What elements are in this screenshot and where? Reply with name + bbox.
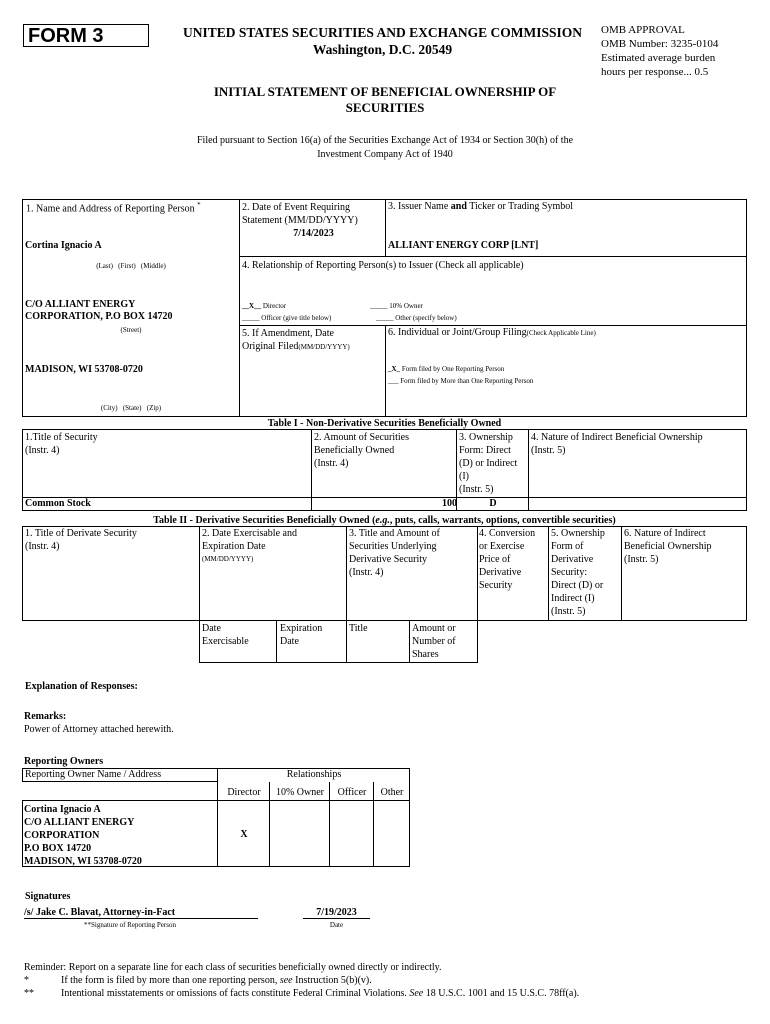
header-line: Securities Underlying (349, 541, 437, 552)
box3-label (388, 201, 573, 212)
omb-line: Estimated average burden (601, 52, 716, 64)
form-label: FORM 3 (23, 24, 149, 47)
table1-header-ownership (459, 431, 517, 496)
box1-label (26, 201, 201, 214)
owner-name-header: Reporting Owner Name / Address (25, 769, 162, 780)
box6-label-text: 6. Individual or Joint/Group Filing (388, 327, 527, 338)
header-line: Security (479, 580, 513, 591)
subheader-title (349, 622, 368, 635)
filed-more-mark: ___ (388, 377, 399, 385)
box1-label-text: 1. Name and Address of Reporting Person (26, 203, 195, 215)
header-line: Amount or (412, 623, 456, 634)
reporting-owners-label: Reporting Owners (24, 756, 104, 767)
table2-header-dates (202, 527, 297, 566)
header-line: 4. Nature of Indirect Beneficial Ownership (531, 432, 703, 443)
officer-checkbox[interactable] (242, 314, 331, 322)
street-line-1: C/O ALLIANT ENERGY (25, 299, 136, 310)
header-line: (Instr. 5) (551, 606, 586, 617)
header-line: (Instr. 4) (349, 567, 384, 578)
table2-header-conversion (479, 527, 535, 592)
owner-address (24, 803, 142, 868)
header-line: Form of (551, 541, 584, 552)
agency-heading (170, 24, 595, 58)
footnote-2-pre: Intentional misstatements or omissions of facts constitute Federal Criminal Violations. (61, 988, 410, 999)
header-line: Indirect (I) (551, 593, 595, 604)
header-line: (D) or Indirect (459, 458, 518, 469)
form-title-line: SECURITIES (345, 100, 425, 115)
footnote-1-pre: If the form is filed by more than one reporting person, (61, 975, 280, 986)
signature-value: /s/ Jake C. Blavat, Attorney-in-Fact (24, 907, 176, 918)
remarks-text: Power of Attorney attached herewith. (24, 724, 174, 735)
footnote-2-mark: ** (24, 988, 34, 999)
footnote-2-post: 18 U.S.C. 1001 and 15 U.S.C. 78ff(a). (423, 988, 580, 999)
header-line: 6. Nature of Indirect (624, 528, 706, 539)
box5-label-suffix: (MM/DD/YYYY) (298, 343, 350, 351)
box5-label-line: Original Filed (242, 341, 299, 352)
header-line: Expiration (280, 623, 323, 634)
box6-label (388, 327, 596, 338)
header-line: Date (280, 636, 299, 647)
table2-header-title (25, 527, 137, 553)
box4-label: 4. Relationship of Reporting Person(s) to Issuer (Check all applicable) (242, 260, 524, 271)
table2-title-pre: Table II - Derivative Securities Beneficially Owned ( (153, 515, 376, 526)
officer-mark: _____ (242, 314, 260, 322)
header-line: 1.Title of Security (25, 432, 98, 443)
owner-line: P.O BOX 14720 (24, 843, 92, 854)
header-line: Derivative Security (349, 554, 428, 565)
issuer-name: ALLIANT ENERGY CORP [LNT] (388, 240, 539, 251)
explanation-label: Explanation of Responses: (25, 681, 138, 692)
date-caption: Date (329, 921, 344, 929)
relationships-header: Relationships (286, 769, 342, 780)
signature-line (24, 918, 258, 919)
name-caption: (Last) (First) (Middle) (96, 262, 166, 270)
other-label: Other (specify below) (395, 314, 457, 322)
event-date: 7/14/2023 (293, 228, 334, 239)
director-label: Director (262, 302, 287, 310)
table2-header-ownership (551, 527, 605, 618)
header-line: (Instr. 4) (314, 458, 349, 469)
table2-header-underlying (349, 527, 440, 579)
rel-header-director: Director (227, 787, 261, 798)
header-line: Expiration Date (202, 541, 266, 552)
box3-label-pre: 3. Issuer Name (388, 201, 451, 212)
header-line: Direct (D) or (551, 580, 604, 591)
filed-by-more-checkbox[interactable] (388, 377, 533, 385)
filed-pursuant-text (150, 134, 620, 162)
signature-date-line (303, 918, 370, 919)
owner-line: C/O ALLIANT ENERGY (24, 817, 135, 828)
footnote-2-italic: See (409, 988, 424, 999)
street-caption: (Street) (120, 326, 142, 334)
agency-name: UNITED STATES SECURITIES AND EXCHANGE COMMISSION (183, 25, 582, 40)
box2-label-line: 2. Date of Event Requiring (242, 202, 351, 213)
header-line: or Exercise (479, 541, 525, 552)
table1-title: Table I - Non-Derivative Securities Beneficially Owned (267, 418, 502, 429)
director-relationship-mark: X (240, 829, 248, 840)
omb-approval (601, 23, 761, 79)
reminder-text: Reminder: Report on a separate line for each class of securities beneficially owned directly or indirectly. (24, 962, 442, 973)
rel-header-officer: Officer (337, 787, 367, 798)
omb-line: OMB APPROVAL (601, 24, 685, 36)
header-line: (Instr. 5) (624, 554, 659, 565)
header-line: Shares (412, 649, 439, 660)
omb-line: OMB Number: 3235-0104 (601, 38, 719, 50)
signature-caption-mark: ** (84, 921, 91, 929)
ten-pct-label: 10% Owner (389, 302, 423, 310)
box2-label-line: Statement (MM/DD/YYYY) (242, 215, 358, 226)
header-line: 5. Ownership (551, 528, 605, 539)
omb-line: hours per response... 0.5 (601, 66, 709, 78)
filed-one-mark: _X_ (388, 365, 401, 373)
reporting-person-name: Cortina Ignacio A (25, 240, 102, 251)
header-line: Exercisable (202, 636, 249, 647)
subheader-amount (412, 622, 456, 661)
header-line: Title (349, 623, 368, 634)
table2-title (22, 515, 747, 526)
owner-line: MADISON, WI 53708-0720 (24, 856, 142, 867)
filed-more-label: Form filed by More than One Reporting Person (400, 377, 534, 385)
filed-line: Filed pursuant to Section 16(a) of the Securities Exchange Act of 1934 or Section 30(h) of the (196, 135, 574, 146)
owner-line: Cortina Ignacio A (24, 804, 101, 815)
box6-label-suffix: (Check Applicable Line) (526, 329, 596, 337)
table2-header-nature (624, 527, 711, 566)
header-line: Number of (412, 636, 456, 647)
ownership-form-cell: D (489, 498, 497, 509)
footnote-1-italic: see (279, 975, 293, 986)
agency-location: Washington, D.C. 20549 (312, 42, 453, 57)
other-mark: _____ (376, 314, 394, 322)
rel-header-other: Other (380, 787, 404, 798)
box2-label (242, 201, 358, 227)
table1-header-title (25, 431, 98, 457)
footnote-2 (24, 988, 754, 999)
ten-pct-mark: _____ (370, 302, 388, 310)
remarks-label: Remarks: (24, 711, 67, 722)
header-line: Form: Direct (459, 445, 511, 456)
header-line: Price of (479, 554, 511, 565)
filed-one-label: Form filed by One Reporting Person (401, 365, 505, 373)
table1-header-nature (531, 431, 703, 457)
form-title-line: INITIAL STATEMENT OF BENEFICIAL OWNERSHIP OF (213, 84, 557, 99)
table1-header-amount (314, 431, 409, 470)
header-line: 1. Title of Derivate Security (25, 528, 137, 539)
header-line: Security: (551, 567, 588, 578)
header-line: 4. Conversion (479, 528, 536, 539)
street-line-2: CORPORATION, P.O BOX 14720 (25, 311, 173, 322)
header-line: Derivative (551, 554, 594, 565)
city-state-zip: MADISON, WI 53708-0720 (25, 364, 143, 375)
amount-owned-cell: 100 (442, 498, 457, 509)
header-line: 3. Title and Amount of (349, 528, 440, 539)
box5-label (242, 327, 350, 354)
signature-caption (84, 921, 176, 929)
subheader-expiration-date (280, 622, 322, 648)
director-mark: __X__ (242, 302, 262, 310)
header-line: 2. Date Exercisable and (202, 528, 297, 539)
footnote-1-mark: * (24, 975, 29, 986)
header-line: Beneficially Owned (314, 445, 395, 456)
box3-label-post: Ticker or Trading Symbol (466, 201, 574, 212)
header-line: (Instr. 5) (459, 484, 494, 495)
header-line: Beneficial Ownership (624, 541, 712, 552)
header-line: 3. Ownership (459, 432, 513, 443)
header-line: (I) (459, 471, 469, 482)
signatures-label: Signatures (25, 891, 71, 902)
box1-label-mark: * (197, 201, 201, 209)
header-line: (Instr. 5) (531, 445, 566, 456)
officer-label: Officer (give title below) (261, 314, 332, 322)
footnote-1 (24, 975, 754, 986)
box5-label-line: 5. If Amendment, Date (242, 328, 334, 339)
header-line: 2. Amount of Securities (314, 432, 409, 443)
other-checkbox[interactable] (376, 314, 457, 322)
table2-title-post: , puts, calls, warrants, options, convertible securities) (389, 515, 616, 526)
header-line: Date (202, 623, 221, 634)
security-title-cell: Common Stock (25, 498, 91, 509)
rel-header-ten-pct: 10% Owner (275, 787, 325, 798)
director-checkbox[interactable] (242, 302, 286, 310)
filed-line: Investment Company Act of 1940 (317, 149, 453, 160)
ten-percent-owner-checkbox[interactable] (370, 302, 423, 310)
header-line: (Instr. 4) (25, 445, 60, 456)
city-caption: (City) (State) (Zip) (100, 404, 162, 412)
box3-label-bold: and (450, 201, 467, 212)
header-line: Derivative (479, 567, 522, 578)
header-line: (MM/DD/YYYY) (202, 555, 254, 563)
filed-by-one-checkbox[interactable] (388, 365, 504, 373)
header-line: (Instr. 4) (25, 541, 60, 552)
signature-caption-text: Signature of Reporting Person (91, 921, 176, 929)
owner-line: CORPORATION (24, 830, 100, 841)
subheader-date-exercisable (202, 622, 249, 648)
footnote-1-post: Instruction 5(b)(v). (292, 975, 372, 986)
signature-date: 7/19/2023 (316, 907, 357, 918)
table2-title-italic: e.g. (375, 515, 390, 526)
form-title (180, 84, 590, 116)
